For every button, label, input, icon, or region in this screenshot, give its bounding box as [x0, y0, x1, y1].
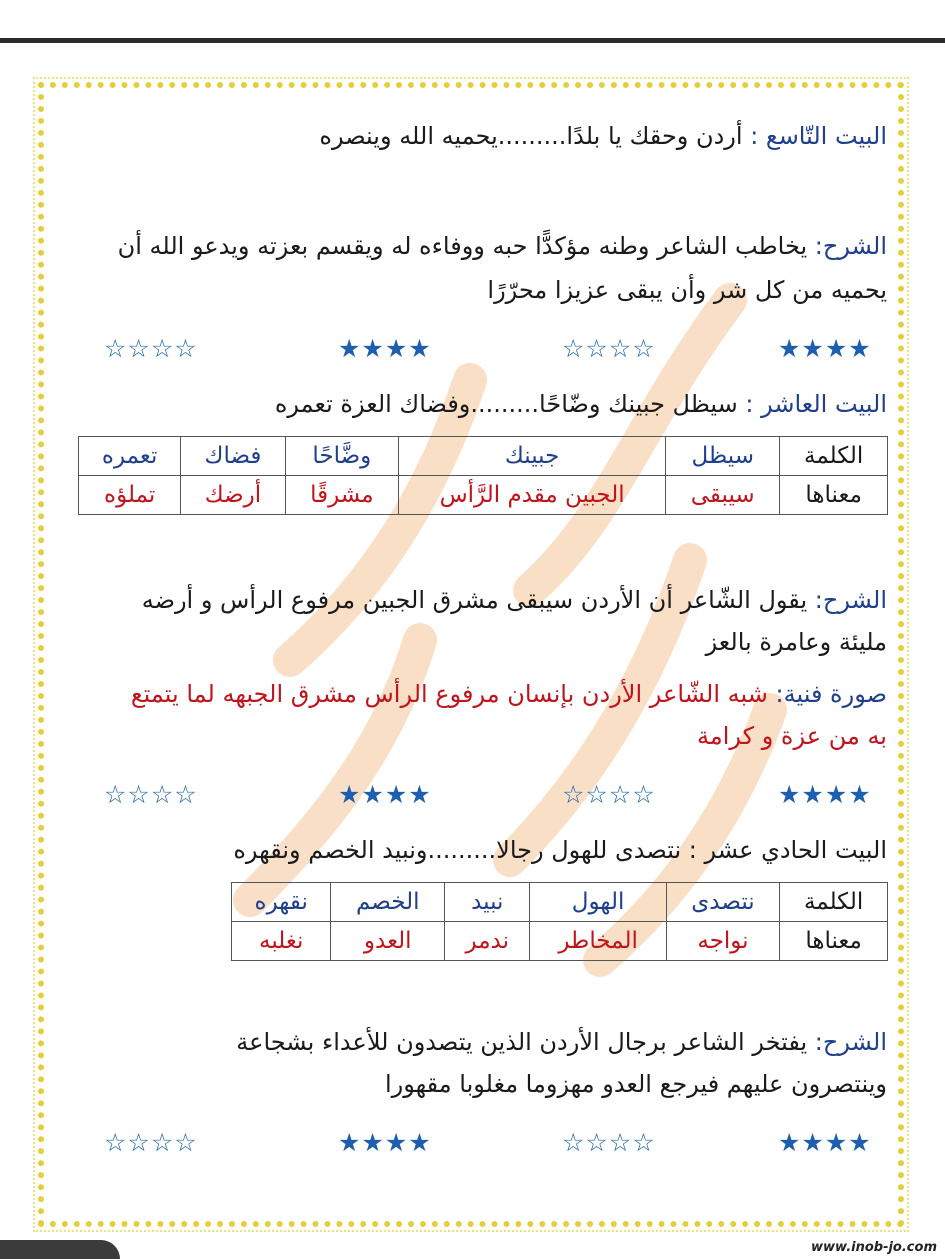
- top-rule: [0, 38, 945, 43]
- table-row: [232, 922, 888, 961]
- word-cell: سيظل: [666, 437, 780, 476]
- stars-divider-1: [0, 334, 945, 364]
- explanation-11-text-1: يفتخر الشاعر برجال الأردن الذين يتصدون للأعداء بشجاعة: [236, 1028, 808, 1056]
- verse-10-label: البيت العاشر :: [745, 390, 887, 418]
- word-cell: الهول: [530, 883, 666, 922]
- footer-website: www.inob-jo.com: [811, 1240, 937, 1255]
- word-cell: تعمره: [79, 437, 181, 476]
- word-cell: نقهره: [232, 883, 331, 922]
- meaning-cell: تملؤه: [79, 476, 181, 515]
- table-row: [79, 437, 888, 476]
- explanation-9-line-1: [118, 228, 887, 264]
- imagery-10-line-2: به من عزة و كرامة: [697, 722, 887, 750]
- meaning-cell: ندمر: [445, 922, 530, 961]
- table-row: [232, 883, 888, 922]
- imagery-10-line-1: [131, 676, 887, 712]
- meaning-cell: العدو: [331, 922, 445, 961]
- verse-10-text: سيظل جبينك وضّاحًا.........وفضاك العزة تعمره: [274, 390, 738, 418]
- vocab-table-verse-11: [231, 882, 888, 961]
- verse-9-label: البيت التّاسع :: [750, 122, 887, 150]
- corner-decoration: [0, 1240, 120, 1259]
- explanation-10-text-1: يقول الشّاعر أن الأردن سيبقى مشرق الجبين مرفوع الرأس و أرضه: [141, 586, 808, 614]
- explanation-11-label: الشرح:: [814, 1028, 887, 1056]
- header-word-cell: الكلمة: [780, 883, 888, 922]
- explanation-11-line-2: وينتصرون عليهم فيرجع العدو مهزوما مغلوبا مقهورا: [384, 1070, 887, 1098]
- word-cell: نبيد: [445, 883, 530, 922]
- explanation-11-line-1: [236, 1024, 887, 1060]
- solid-stars-icon: ★★★★: [338, 1128, 432, 1157]
- meaning-cell: الجبين مقدم الرَّأس: [399, 476, 666, 515]
- outline-stars-icon: ☆☆☆☆: [104, 780, 198, 809]
- word-cell: جبينك: [399, 437, 666, 476]
- meaning-cell: المخاطر: [530, 922, 666, 961]
- solid-stars-icon: ★★★★: [338, 780, 432, 809]
- solid-stars-icon: ★★★★: [778, 780, 872, 809]
- verse-11-text: نتصدى للهول رجالا.........ونبيد الخصم ونقهره: [233, 836, 682, 864]
- outline-stars-icon: ☆☆☆☆: [562, 780, 656, 809]
- verse-9: [319, 118, 887, 154]
- vocab-table-verse-10: [78, 436, 888, 515]
- outline-stars-icon: ☆☆☆☆: [562, 1128, 656, 1157]
- explanation-9-text-1: يخاطب الشاعر وطنه مؤكدًّا حبه ووفاءه له ويقسم بعزته ويدعو الله أن: [117, 232, 808, 260]
- verse-11-label: البيت الحادي عشر :: [688, 836, 887, 864]
- meaning-cell: سيبقى: [666, 476, 780, 515]
- stars-divider-2: [0, 780, 945, 810]
- word-cell: نتصدى: [666, 883, 779, 922]
- solid-stars-icon: ★★★★: [338, 334, 432, 363]
- meaning-cell: نغلبه: [232, 922, 331, 961]
- explanation-9-line-2: يحميه من كل شر وأن يبقى عزيزا محرّرًا: [487, 276, 887, 304]
- solid-stars-icon: ★★★★: [778, 1128, 872, 1157]
- imagery-10-text-1: شبه الشّاعر الأردن بإنسان مرفوع الرأس مشرق الجبهه لما يتمتع: [130, 680, 768, 708]
- verse-10: [275, 386, 887, 422]
- stars-divider-3: [0, 1128, 945, 1158]
- word-cell: الخصم: [331, 883, 445, 922]
- imagery-10-label: صورة فنية:: [775, 680, 887, 708]
- explanation-10-label: الشرح:: [814, 586, 887, 614]
- meaning-cell: أرضك: [181, 476, 285, 515]
- header-meaning-cell: معناها: [780, 922, 888, 961]
- explanation-10-line-2: مليئة وعامرة بالعز: [705, 628, 887, 656]
- table-row: [79, 476, 888, 515]
- word-cell: فضاك: [181, 437, 285, 476]
- verse-11: [233, 832, 887, 868]
- verse-9-text: أردن وحقك يا بلدًا.........يحميه الله وينصره: [319, 122, 743, 150]
- outline-stars-icon: ☆☆☆☆: [562, 334, 656, 363]
- header-meaning-cell: معناها: [780, 476, 888, 515]
- meaning-cell: مشرقًا: [285, 476, 399, 515]
- header-word-cell: الكلمة: [780, 437, 888, 476]
- outline-stars-icon: ☆☆☆☆: [104, 1128, 198, 1157]
- outline-stars-icon: ☆☆☆☆: [104, 334, 198, 363]
- meaning-cell: نواجه: [666, 922, 779, 961]
- solid-stars-icon: ★★★★: [778, 334, 872, 363]
- explanation-10-line-1: [142, 582, 887, 618]
- word-cell: وضَّاحًا: [285, 437, 399, 476]
- explanation-9-label: الشرح:: [814, 232, 887, 260]
